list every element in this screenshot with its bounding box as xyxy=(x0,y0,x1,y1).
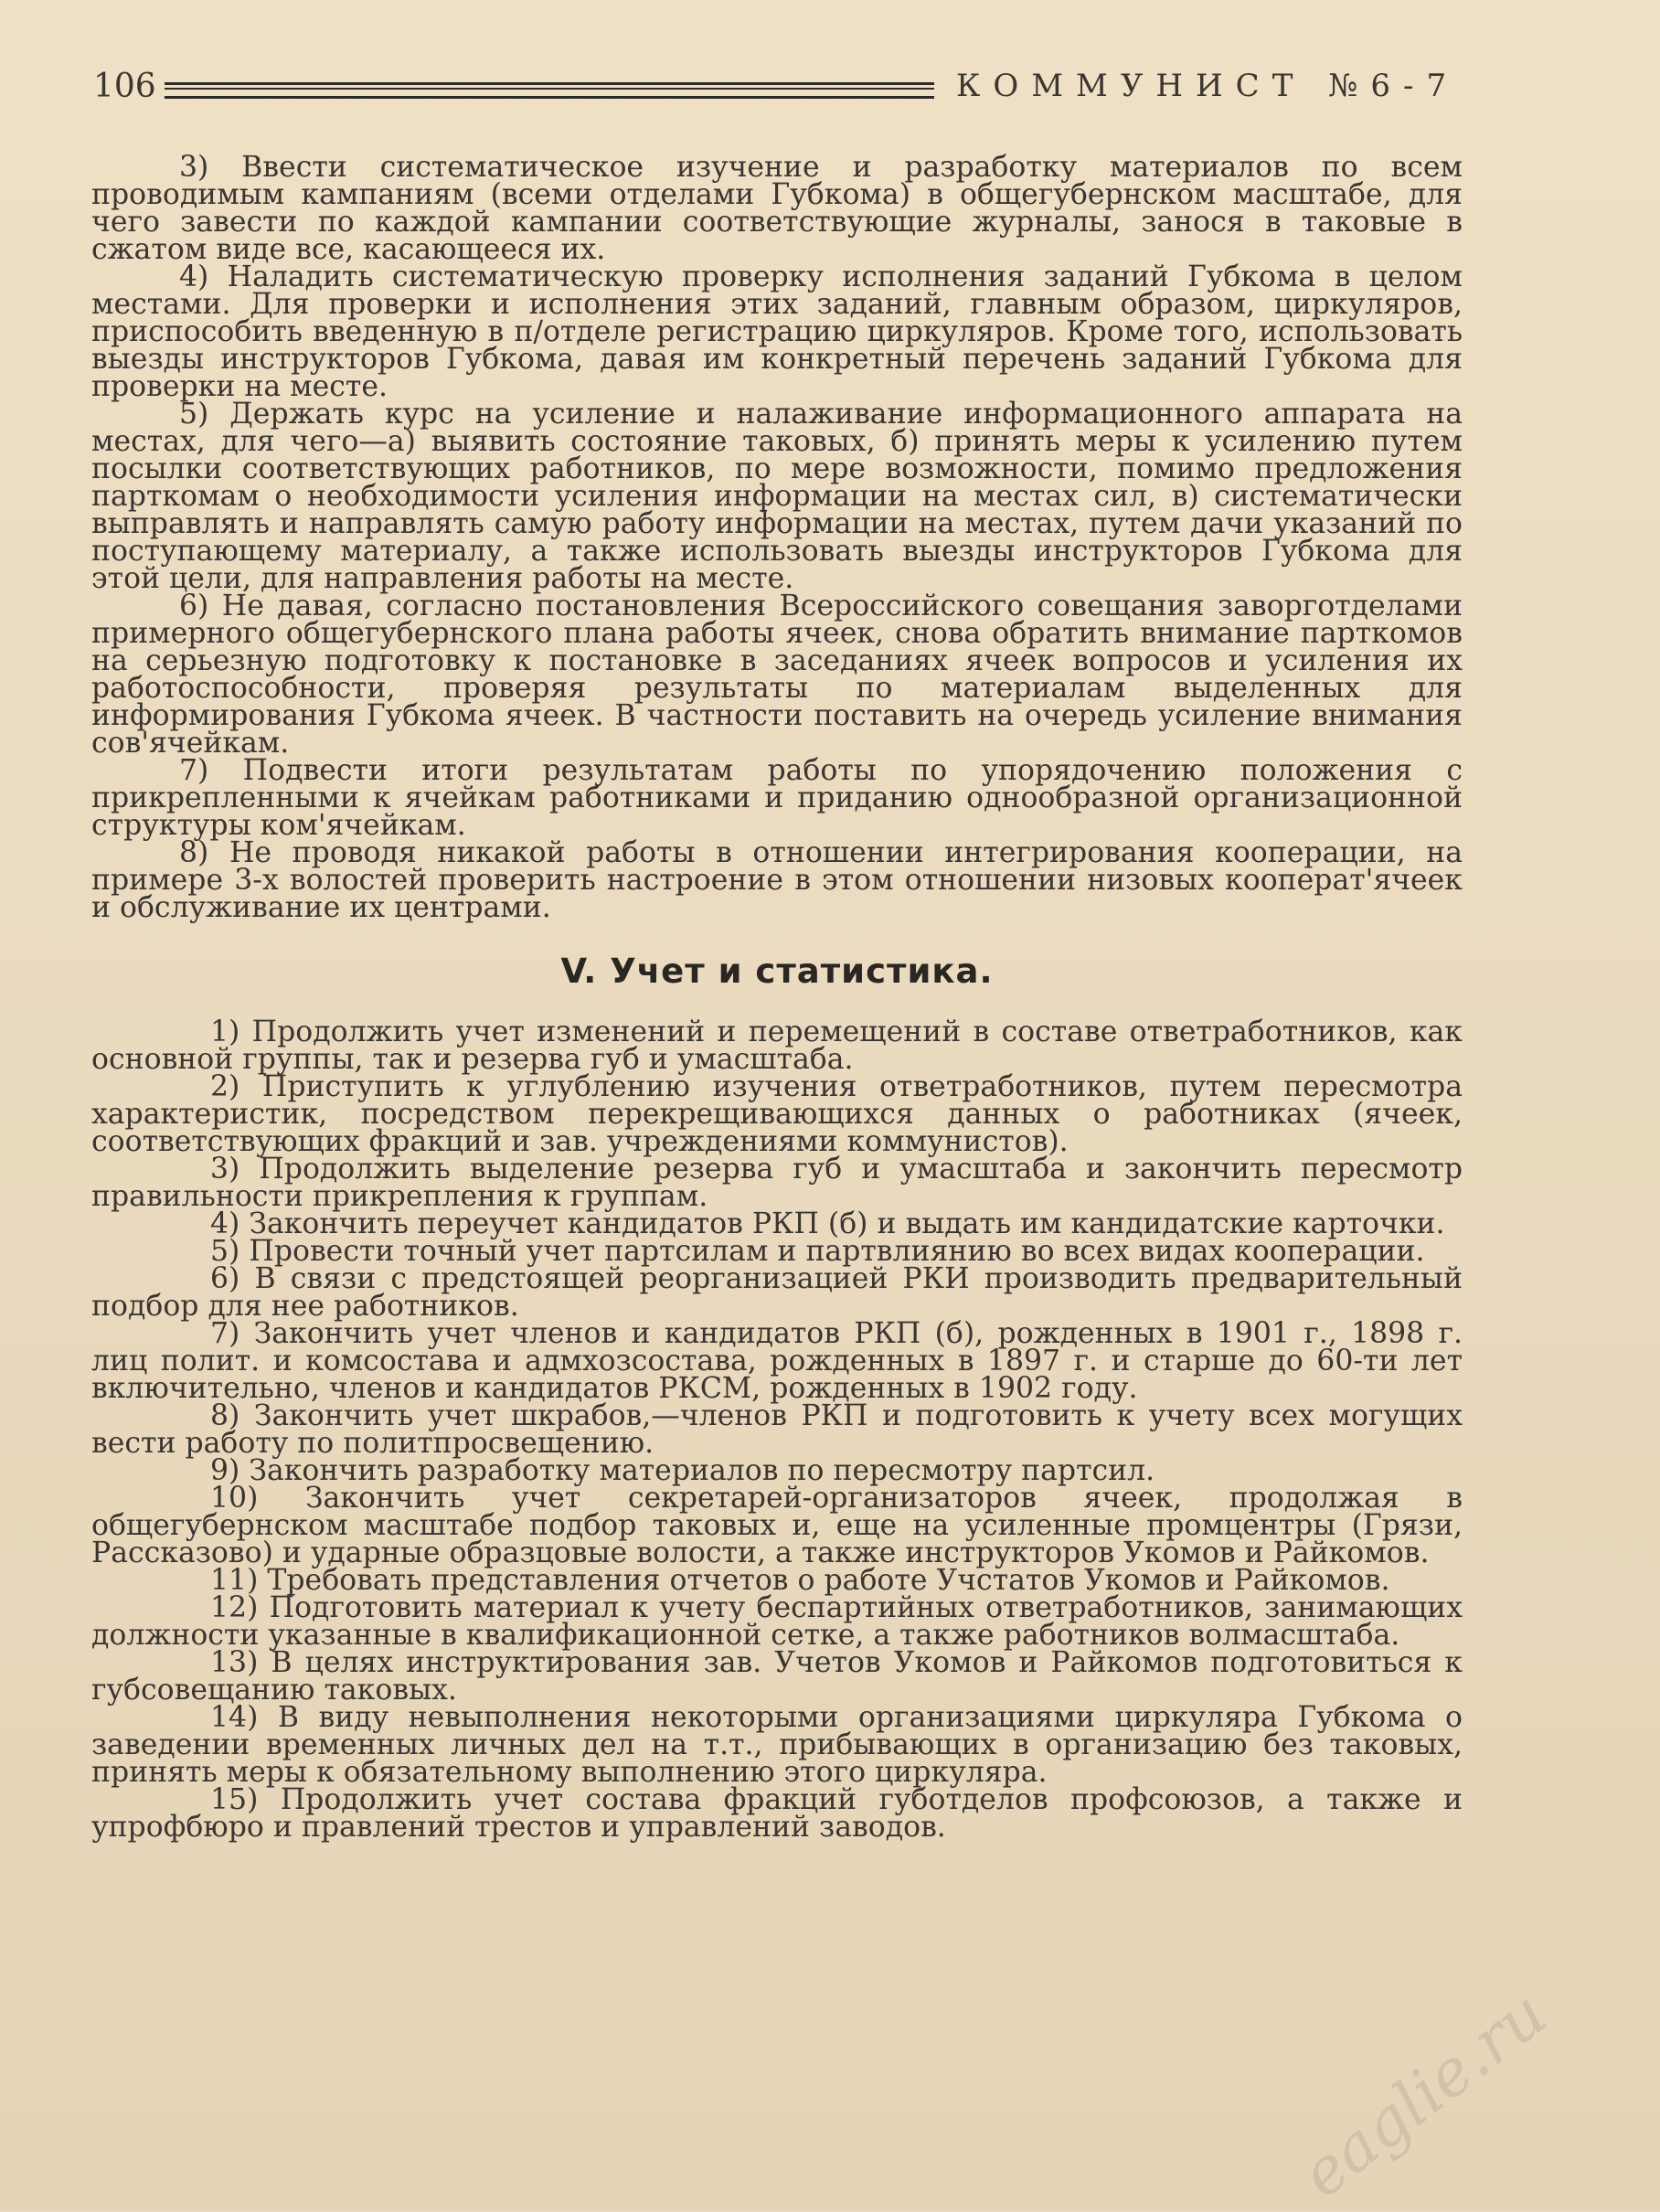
paragraph: 10) Закончить учет секретарей-организаторов ячеек, продолжая в общегубернском масштабе подбор таковых и, еще на усиленные промцентры (Грязи, Рассказово) и ударные образцовые волости, а также инструкторов Укомов и Райкомов. xyxy=(91,1482,1463,1569)
paragraph: 8) Закончить учет шкрабов,—членов РКП и подготовить к учету всех могущих вести работу по политпросвещению. xyxy=(91,1399,1463,1460)
paragraph: 5) Провести точный учет партсилам и партвлиянию во всех видах кооперации. xyxy=(210,1235,1425,1268)
section-heading: V. Учет и статистика. xyxy=(560,952,994,991)
paragraph: 8) Не проводя никакой работы в отношении интегрирования кооперации, на примере 3-х волостей проверить настроение в этом отношении низовых кооперат'ячеек и обслуживание их центрами. xyxy=(91,836,1463,924)
paragraph: 12) Подготовить материал к учету беспартийных ответработников, занимающих должности указанные в квалификационной сетке, а также работников волмасштаба. xyxy=(91,1591,1463,1652)
body-text xyxy=(91,151,1463,1844)
paragraph: 1) Продолжить учет изменений и перемещений в составе ответработников, как основной группы, так и резерва губ и умасштаба. xyxy=(91,1016,1463,1076)
paragraph: 3) Ввести систематическое изучение и разработку материалов по всем проводимым кампаниям (всеми отделами Губкома) в общегубернском масштабе, для чего завести по каждой кампании соответствующие журналы, занося в таковые в сжатом виде все, касающееся их. xyxy=(91,151,1463,266)
paragraph: 13) В целях инструктирования зав. Учетов Укомов и Райкомов подготовиться к губсовещанию таковых. xyxy=(91,1646,1463,1707)
paragraph: 15) Продолжить учет состава фракций губотделов профсоюзов, а также и упрофбюро и правлений трестов и управлений заводов. xyxy=(91,1783,1463,1844)
page-header xyxy=(93,64,1464,110)
page-number: 106 xyxy=(93,68,156,105)
paragraph: 4) Закончить переучет кандидатов РКП (б) и выдать им кандидатские карточки. xyxy=(210,1207,1445,1240)
paragraph: 4) Наладить систематическую проверку исполнения заданий Губкома в целом местами. Для проверки и исполнения этих заданий, главным образом, циркуляров, приспособить введенную в п/отделе регистрацию циркуляров. Кроме того, использовать выезды инструкторов Губкома, давая им конкретный перечень заданий Губкома для проверки на месте. xyxy=(91,261,1463,403)
paragraph: 3) Продолжить выделение резерва губ и умасштаба и закончить пересмотр правильности прикрепления к группам. xyxy=(91,1153,1463,1213)
section-1 xyxy=(91,151,1463,924)
watermark: eaglie.ru xyxy=(1287,1975,1560,2212)
paragraph: 11) Требовать представления отчетов о работе Учстатов Укомов и Райкомов. xyxy=(210,1564,1390,1597)
header-rule xyxy=(165,82,934,99)
paragraph: 6) Не давая, согласно постановления Всероссийского совещания заворготделами примерного общегубернского плана работы ячеек, снова обратить внимание парткомов на серьезную подготовку к постановке в заседаниях ячеек вопросов и усиления их работоспособности, проверяя результаты по материалам выделенных для информирования Губкома ячеек. В частности поставить на очередь усиление внимания сов'ячейкам. xyxy=(91,590,1463,760)
paragraph: 14) В виду невыполнения некоторыми организациями циркуляра Губкома о заведении временных личных дел на т.т., прибывающих в организацию без таковых, принять меры к обязательному выполнению этого циркуляра. xyxy=(91,1701,1463,1789)
paragraph: 6) В связи с предстоящей реорганизацией РКИ производить предварительный подбор для нее работников. xyxy=(91,1262,1463,1323)
paragraph: 7) Закончить учет членов и кандидатов РКП (б), рожденных в 1901 г., 1898 г. лиц полит. и комсостава и адмхозсостава, рожденных в 1897 г. и старше до 60-ти лет включительно, членов и кандидатов РКСМ, рожденных в 1902 году. xyxy=(91,1317,1463,1405)
paragraph: 5) Держать курс на усиление и налаживание информационного аппарата на местах, для чего—а) выявить состояние таковых, б) принять меры к усилению путем посылки соответствующих работников, по мере возможности, помимо предложения парткомам о необходимости усиления информации на местах сил, в) систематически выправлять и направлять самую работу информации на местах, путем дачи указаний по поступающему материалу, а также использовать выезды инструкторов Губкома для этой цели, для направления работы на месте. xyxy=(91,398,1463,595)
journal-title: КОММУНИСТ №6-7 xyxy=(956,68,1460,104)
paragraph: 9) Закончить разработку материалов по пересмотру партсил. xyxy=(210,1454,1155,1487)
section-2 xyxy=(91,1016,1463,1844)
paragraph: 7) Подвести итоги результатам работы по упорядочению положения с прикрепленными к ячейкам работниками и приданию однообразной организационной структуры ком'ячейкам. xyxy=(91,754,1463,842)
paragraph: 2) Приступить к углублению изучения ответработников, путем пересмотра характеристик, посредством перекрещивающихся данных о работниках (ячеек, соответствующих фракций и зав. учреждениями коммунистов). xyxy=(91,1070,1463,1158)
